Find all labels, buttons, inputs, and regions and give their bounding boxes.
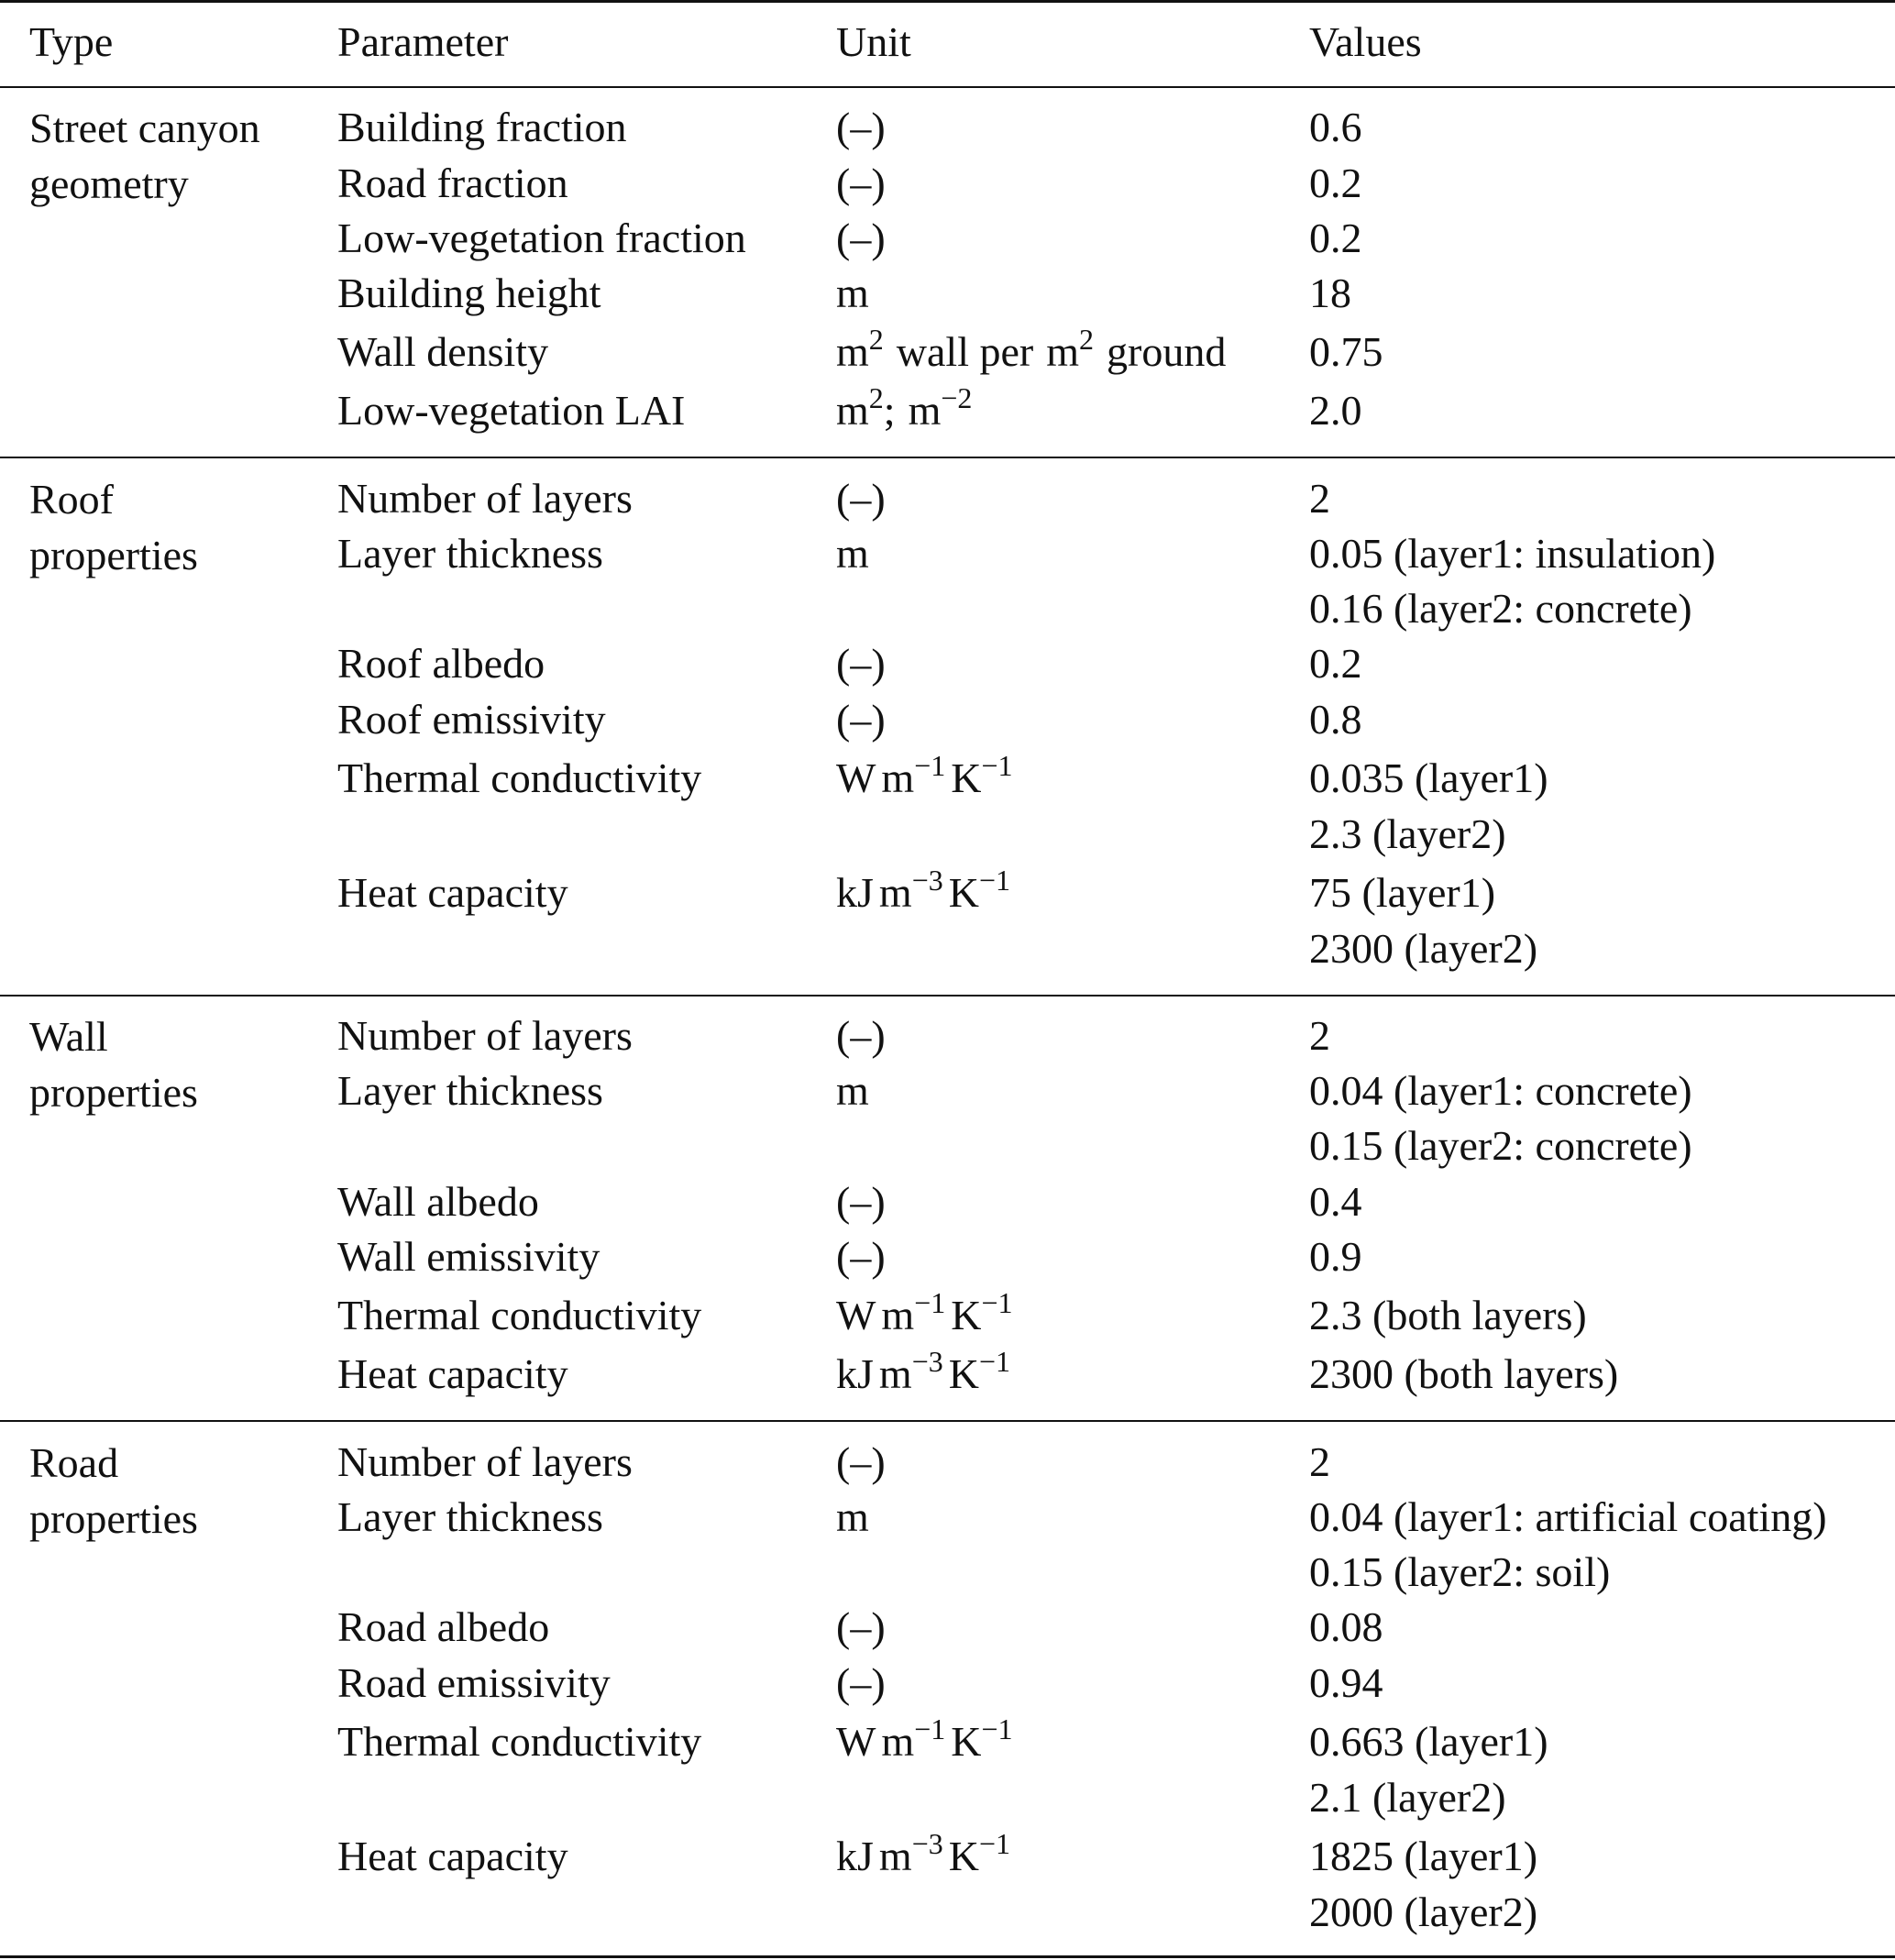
- unit-exponent: −1: [914, 1712, 946, 1745]
- top-rule: [0, 0, 1895, 3]
- unit-exponent: 2: [868, 323, 884, 356]
- param-building-fraction: Building fraction: [337, 104, 627, 150]
- value-continued: 0.16 (layer2: concrete): [1309, 585, 1692, 632]
- unit-part: ground: [1107, 328, 1227, 375]
- unit-part: m: [881, 754, 915, 801]
- value: 18: [1309, 270, 1351, 316]
- param-road-emissivity: Road emissivity: [337, 1659, 611, 1706]
- unit-exponent: −1: [978, 1345, 1011, 1378]
- param-layer-thickness: Layer thickness: [337, 1493, 603, 1540]
- unit-part: K: [948, 869, 979, 916]
- value: 2.3 (both layers): [1309, 1292, 1587, 1338]
- unit-dimensionless: (–): [836, 1438, 886, 1485]
- unit-part: m: [836, 328, 869, 375]
- unit-part: m: [878, 869, 912, 916]
- value-continued: 0.15 (layer2: soil): [1309, 1548, 1611, 1595]
- unit-part: W: [836, 754, 876, 801]
- section-type-roof: [29, 471, 198, 583]
- param-low-vegetation-lai: Low-vegetation LAI: [337, 387, 686, 434]
- section-divider: [0, 1420, 1895, 1422]
- unit-exponent: −3: [911, 1345, 943, 1378]
- unit-exponent: −1: [914, 1286, 946, 1319]
- unit-dimensionless: (–): [836, 1012, 886, 1059]
- param-thermal-conductivity: Thermal conductivity: [337, 754, 702, 801]
- header-parameter: Parameter: [337, 18, 509, 65]
- type-line: properties: [29, 532, 198, 578]
- value: 0.94: [1309, 1659, 1383, 1706]
- unit-exponent: 2: [1079, 323, 1094, 356]
- section-divider: [0, 995, 1895, 997]
- unit-part: m: [878, 1350, 912, 1397]
- value: 75 (layer1): [1309, 869, 1496, 916]
- type-line: Wall: [29, 1013, 108, 1060]
- unit-part: m: [908, 387, 942, 434]
- param-heat-capacity: Heat capacity: [337, 869, 568, 916]
- header-unit: Unit: [836, 18, 911, 65]
- param-wall-albedo: Wall albedo: [337, 1178, 539, 1225]
- param-number-of-layers: Number of layers: [337, 1438, 633, 1485]
- unit-m: m: [836, 270, 869, 316]
- value: 0.2: [1309, 160, 1362, 206]
- unit-part: W: [836, 1718, 876, 1765]
- section-type-wall: [29, 1008, 198, 1120]
- value: 0.75: [1309, 328, 1383, 375]
- unit-dimensionless: (–): [836, 215, 886, 261]
- type-line: properties: [29, 1069, 198, 1116]
- unit-exponent: −1: [914, 749, 946, 782]
- unit-dimensionless: (–): [836, 104, 886, 150]
- value: 0.8: [1309, 696, 1362, 743]
- unit-part: kJ: [836, 1350, 874, 1397]
- param-roof-albedo: Roof albedo: [337, 640, 545, 687]
- value: 0.6: [1309, 104, 1362, 150]
- param-heat-capacity: Heat capacity: [337, 1833, 568, 1879]
- unit-part: K: [951, 1718, 982, 1765]
- unit-exponent: −1: [978, 1827, 1011, 1860]
- param-thermal-conductivity: Thermal conductivity: [337, 1292, 702, 1338]
- unit-heat-capacity: [836, 1347, 1010, 1402]
- value-continued: 2000 (layer2): [1309, 1888, 1538, 1935]
- value: 0.4: [1309, 1178, 1362, 1225]
- unit-exponent: 2: [868, 381, 884, 414]
- param-wall-density: Wall density: [337, 328, 549, 375]
- value: 0.2: [1309, 640, 1362, 687]
- value: 2: [1309, 1438, 1330, 1485]
- param-wall-emissivity: Wall emissivity: [337, 1233, 600, 1280]
- unit-part: ;: [883, 387, 896, 434]
- header-values: Values: [1309, 18, 1422, 65]
- value-continued: 2.3 (layer2): [1309, 810, 1506, 857]
- value: 0.04 (layer1: concrete): [1309, 1067, 1692, 1114]
- param-road-albedo: Road albedo: [337, 1603, 550, 1650]
- unit-dimensionless: (–): [836, 696, 886, 743]
- unit-dimensionless: (–): [836, 160, 886, 206]
- bottom-rule: [0, 1955, 1895, 1958]
- type-line: Road: [29, 1439, 119, 1486]
- unit-part: K: [948, 1833, 979, 1879]
- unit-exponent: −1: [981, 1286, 1013, 1319]
- value: 0.9: [1309, 1233, 1362, 1280]
- value: 0.05 (layer1: insulation): [1309, 530, 1716, 577]
- unit-part: K: [948, 1350, 979, 1397]
- unit-dimensionless: (–): [836, 1603, 886, 1650]
- unit-m: m: [836, 1493, 869, 1540]
- unit-exponent: −1: [981, 1712, 1013, 1745]
- value: 2.0: [1309, 387, 1362, 434]
- unit-thermal-conductivity: [836, 1288, 1013, 1343]
- unit-exponent: −3: [911, 864, 943, 897]
- unit-wall-per-ground: [836, 325, 1226, 380]
- unit-dimensionless: (–): [836, 475, 886, 522]
- value: 0.08: [1309, 1603, 1383, 1650]
- unit-dimensionless: (–): [836, 1178, 886, 1225]
- param-road-fraction: Road fraction: [337, 160, 568, 206]
- header-rule: [0, 86, 1895, 88]
- section-type-road: [29, 1435, 198, 1547]
- value: 2: [1309, 475, 1330, 522]
- value: 2300 (both layers): [1309, 1350, 1619, 1397]
- value: 0.2: [1309, 215, 1362, 261]
- unit-part: wall per: [896, 328, 1034, 375]
- param-thermal-conductivity: Thermal conductivity: [337, 1718, 702, 1765]
- value: 0.035 (layer1): [1309, 754, 1548, 801]
- param-layer-thickness: Layer thickness: [337, 530, 603, 577]
- param-number-of-layers: Number of layers: [337, 475, 633, 522]
- unit-dimensionless: (–): [836, 1659, 886, 1706]
- unit-m: m: [836, 530, 869, 577]
- value: 2: [1309, 1012, 1330, 1059]
- unit-exponent: −1: [978, 864, 1011, 897]
- section-divider: [0, 457, 1895, 458]
- value: 0.04 (layer1: artificial coating): [1309, 1493, 1827, 1540]
- value: 0.663 (layer1): [1309, 1718, 1548, 1765]
- unit-part: m: [836, 387, 869, 434]
- param-low-vegetation-fraction: Low-vegetation fraction: [337, 215, 746, 261]
- header-type: Type: [29, 18, 114, 65]
- type-line: geometry: [29, 160, 189, 207]
- param-roof-emissivity: Roof emissivity: [337, 696, 606, 743]
- unit-dimensionless: (–): [836, 640, 886, 687]
- unit-part: kJ: [836, 1833, 874, 1879]
- unit-part: kJ: [836, 869, 874, 916]
- unit-heat-capacity: [836, 865, 1010, 920]
- type-line: properties: [29, 1495, 198, 1542]
- unit-thermal-conductivity: [836, 751, 1013, 806]
- unit-part: m: [878, 1833, 912, 1879]
- type-line: Roof: [29, 476, 114, 523]
- type-line: Street canyon: [29, 105, 260, 151]
- section-type-street-canyon: [29, 100, 260, 212]
- value-continued: 2.1 (layer2): [1309, 1774, 1506, 1821]
- unit-exponent: −3: [911, 1827, 943, 1860]
- param-number-of-layers: Number of layers: [337, 1012, 633, 1059]
- unit-exponent: −1: [981, 749, 1013, 782]
- unit-part: K: [951, 1292, 982, 1338]
- value: 1825 (layer1): [1309, 1833, 1538, 1879]
- unit-thermal-conductivity: [836, 1714, 1013, 1769]
- unit-part: m: [881, 1718, 915, 1765]
- value-continued: 2300 (layer2): [1309, 925, 1538, 972]
- unit-part: K: [951, 754, 982, 801]
- param-heat-capacity: Heat capacity: [337, 1350, 568, 1397]
- param-layer-thickness: Layer thickness: [337, 1067, 603, 1114]
- unit-dimensionless: (–): [836, 1233, 886, 1280]
- unit-m: m: [836, 1067, 869, 1114]
- unit-exponent: −2: [941, 381, 973, 414]
- unit-heat-capacity: [836, 1829, 1010, 1884]
- unit-part: W: [836, 1292, 876, 1338]
- unit-part: m: [881, 1292, 915, 1338]
- param-building-height: Building height: [337, 270, 601, 316]
- value-continued: 0.15 (layer2: concrete): [1309, 1122, 1692, 1169]
- unit-part: m: [1046, 328, 1079, 375]
- unit-lai: [836, 383, 972, 438]
